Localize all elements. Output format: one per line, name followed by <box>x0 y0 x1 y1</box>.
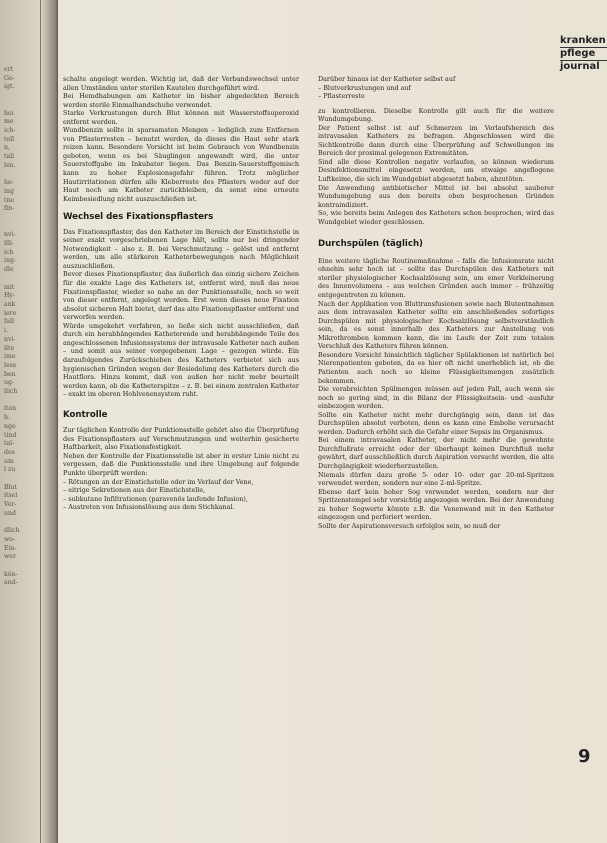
list-item: – Austreten von Infusionslösung aus dem Stichkanal. <box>63 503 235 512</box>
margin-fragment <box>4 92 38 101</box>
logo-line-3: journal <box>560 61 600 72</box>
margin-fragment: and- <box>4 579 18 587</box>
paragraph: Wundbenzin sollte in sparsamsten Mengen – lediglich zum Entfernen von Pflasterresten – benutzt werden, da dieses die Haut sehr stark reizen kann. Besondere Vorsicht ist beim Gebrauch von Wundbenzin geboten, wenn es bei Säuglingen angewandt wird, die unter Sauerstoffgabe im Inkubator liegen. Das Benzin-Sauerstoffgemisch kann zu hoher Explosionsgefahr führen. Trotz möglicher Hautirritationen dürfen alle Kleberreste des Pflasters weder auf der Haut noch am Katheter zurückbleiben, da sonst eine erneute Keimbesiedlung nicht auszuschließen ist. <box>63 126 299 203</box>
list-item: – eitrige Sekretionen aus der Einstichstelle, <box>63 486 206 495</box>
margin-fragment <box>4 275 38 284</box>
paragraph: Eine weitere tägliche Routinemaßnahme – falls die Infusionsrate nicht ohnehin sehr hoch ist – sollte das Durchspülen des Katheters mit steriler physiologischer Kochsalzlösung sein, um einer Verkleinerung des Innenvolumens – aus welchen Gründen auch immer – frühzeitig entgegentreten zu können. <box>318 256 554 300</box>
paragraph: Darüber hinaus ist der Katheter selbst auf <box>318 75 456 83</box>
paragraph: Sollte der Aspirationsversuch erfolglos sein, so muß der <box>318 521 501 530</box>
margin-fragment: um <box>4 457 14 465</box>
margin-fragment: me <box>4 118 14 126</box>
margin-fragment <box>4 223 38 232</box>
paragraph: Sind alle diese Kontrollen negativ verlaufen, so können wiederum Desinfektionsmittel eingesetzt werden, um etwaige angeflogene Luftkeime, die sich im Wundgebiet abgesetzt haben, abzutöten. <box>318 157 554 184</box>
margin-fragment: mit <box>4 283 15 291</box>
margin-fragment: tal- <box>4 440 15 448</box>
paragraph: Zur täglichen Kontrolle der Punktionsstelle gehört also die Überprüfung des Fixationspflasters auf Verschmutzungen und weiterhin gesicherte Haftbarkeit, also Fixationsfestigkeit. <box>63 426 299 452</box>
margin-fragment: lese <box>4 361 17 369</box>
margin-fragment: n, <box>4 144 10 152</box>
paragraph: Neben der Kontrolle der Fixationsstelle ist aber in erster Linie nicht zu vergessen, daß die Punktionsstelle und ihre Umgebung auf folgende Punkte überprüft werden: <box>63 451 299 477</box>
margin-fragment: nge <box>4 422 16 430</box>
margin-fragment: h. <box>4 414 10 422</box>
previous-page-margin-text <box>4 66 38 588</box>
margin-fragment: fin- <box>4 205 15 213</box>
margin-fragment: ich <box>4 248 14 256</box>
heading-wechsel: Wechsel des Fixationspflasters <box>63 212 214 223</box>
margin-fragment: itsel <box>4 492 18 500</box>
paragraph: schalte angelegt werden. Wichtig ist, daß der Verbandswechsel unter allen Umständen unter sterilen Kautelen durchgeführt wird. <box>63 75 299 92</box>
paragraph: Die Anwendung antibiotischer Mittel ist bei absolut sauberer Wundumgebung aus den bereits oben besprochenen Gründen kontraindiziert. <box>318 183 554 209</box>
margin-fragment: ank <box>4 300 16 308</box>
heading-durchspuelen: Durchspülen (täglich) <box>318 239 423 250</box>
margin-fragment: l zu <box>4 466 16 474</box>
margin-fragment: ing <box>4 187 14 195</box>
margin-fragment: dle <box>4 266 14 274</box>
margin-fragment <box>4 475 38 484</box>
margin-fragment: igt. <box>4 83 15 91</box>
margin-fragment: ich- <box>4 126 16 134</box>
paragraph: Ebenso darf kein hoher Sog verwendet werden, sondern nur der Spritzenstempel sehr vorsichtig angezogen werden. Bei der Anwendung zu hoher Sogwerte könnte z.B. die Venenwand mit in den Katheter eingezogen und perforiert werden. <box>318 487 554 522</box>
margin-fragment: i. <box>4 327 8 335</box>
margin-fragment: Ver- <box>4 501 17 509</box>
logo-line-2: pflege <box>560 48 596 59</box>
margin-fragment: nvi- <box>4 335 16 343</box>
check-list <box>318 84 554 101</box>
margin-fragment: fall <box>4 318 14 326</box>
paragraph: Niemals dürfen dazu große 5- oder 10- oder gar 20-ml-Spritzen verwendet werden, sondern nur eine 2-ml-Spritze. <box>318 470 554 488</box>
margin-fragment: he- <box>4 179 14 187</box>
margin-fragment <box>4 562 38 571</box>
margin-fragment: Blut <box>4 483 17 491</box>
margin-fragment: wer <box>4 553 16 561</box>
paragraph: So, wie bereits beim Anlegen des Katheters schon besprochen, wird das Wundgebiet wieder geschlossen. <box>318 209 554 226</box>
margin-fragment: Ein- <box>4 544 17 552</box>
margin-fragment: ert <box>4 66 14 73</box>
margin-fragment <box>4 397 38 406</box>
margin-fragment: lere <box>4 309 17 317</box>
margin-fragment: des <box>4 448 15 456</box>
margin-fragment: ing- <box>4 257 17 265</box>
margin-fragment <box>4 214 38 223</box>
margin-fragment <box>4 101 38 110</box>
paragraph: Der Patient selbst ist auf Schmerzen im Verlaufsbereich des intravasalen Katheters zu befragen. Abgeschlossen wird die Sichtkontrolle dann durch eine Überprüfung auf Schwellungen im Bereich der proximal gelegenen Extremitäten. <box>318 123 554 158</box>
margin-fragment <box>4 519 38 528</box>
paragraph: Bei Hemdhabungen am Katheter im bisher abgedeckten Bereich werden sterile Einmalhandschuhe verwendet. <box>63 92 299 109</box>
margin-fragment: ime <box>4 353 16 361</box>
paragraph: Würde umgekehrt verfahren, so ließe sich nicht ausschließen, daß durch ein herabhängendes Katheterende und herabhängende Teile des angeschlossenen Infusionssystems der intravasale Katheter nach außen – und somit aus seiner vorgegebenen Lage – gezogen würde. Ein daraufolgendes Zurückschieben des Katheters verbietet sich aus hygienischen Gründen wegen der Besiedelung des Katheters durch die Hautflora. Hinzu kommt, daß von außen her nicht mehr beurteilt werden kann, ob die Katheterspitze – z. B. bei einem zentralen Katheter – exakt im oberen Hohlvenensystem ruht. <box>63 321 299 399</box>
gutter-divider <box>40 0 41 843</box>
margin-fragment: tali <box>4 153 15 161</box>
margin-fragment: llich <box>4 388 18 396</box>
check-list <box>63 478 299 512</box>
margin-fragment: len. <box>4 161 16 169</box>
margin-fragment: ben <box>4 370 16 378</box>
margin-fragment: ilte <box>4 344 15 352</box>
list-item: – subkutane Infiltrationen (paravenös laufende Infusion), <box>63 494 248 503</box>
list-item: – Pflasterreste <box>318 92 365 101</box>
margin-fragment: illi- <box>4 240 15 248</box>
margin-fragment: tell <box>4 135 15 143</box>
list-item: – Blutverkrustungen und auf <box>318 83 411 92</box>
margin-fragment: dlich <box>4 527 20 535</box>
paragraph: Das Fixationspflaster, das den Katheter im Bereich der Einstichstelle in seiner exakt vorgeschriebenen Lage hält, sollte nur bei dringender Notwendigkeit – also z. B. bei Verschmutzung – gelöst und entfernt werden, um alle stärkeren Katheterbewegungen nach Möglichkeit auszuschließen. <box>63 227 299 270</box>
margin-fragment: kön- <box>4 570 18 578</box>
paragraph: zu kontrollieren. Dieselbe Kontrolle gilt auch für die weitere Wundumgebung. <box>318 106 554 124</box>
right-column <box>318 75 554 530</box>
paragraph: Die verabreichten Spülmengen müssen auf jeden Fall, auch wenn sie noch so gering sind, in die Bilanz der Flüssigkeitsein- und -ausfuhr einbezogen werden. <box>318 385 554 411</box>
margin-fragment: wo- <box>4 535 16 543</box>
paragraph: Besondere Vorsicht hinsichtlich täglicher Spülaktionen ist natürlich bei Nierenpatienten geboten, da es hier oft nicht unerheblich ist, ob die Patienten auch noch so kleine Flüssigkeitsmengen zusätzlich bekommen. <box>318 350 554 385</box>
paragraph: Bevor dieses Fixationspflaster, das äußerlich das einzig sichere Zeichen für die exakte Lage des Katheters ist, entfernt wird, muß das neue Fixationspflaster, wieder so nahe an der Punktionsstelle, noch so weit von dieser entfernt, angelegt werden. Erst wenn dieses neue Fixation absolut sicheren Halt bietet, darf das alte Fixationspflaster entfernt und verworfen werden. <box>63 270 299 322</box>
margin-fragment <box>4 170 38 179</box>
margin-fragment: ug- <box>4 379 15 387</box>
paragraph: Bei einem intravasalen Katheter, der nicht mehr die gewohnte Durchflußrate erreicht oder der überhaupt keinen Durchfluß mehr gewährt, darf ausschließlich durch Aspiration versucht werden, die alte Durchgängigkeit wiederherzustellen. <box>318 436 554 470</box>
margin-fragment: Ge- <box>4 74 15 82</box>
margin-fragment: und <box>4 509 16 517</box>
margin-fragment: nvi- <box>4 231 16 239</box>
margin-fragment: tne <box>4 196 15 204</box>
list-item: – Rötungen an der Einstichstelle oder im Verlauf der Vene, <box>63 477 254 486</box>
page-number: 9 <box>578 746 591 767</box>
paragraph: Starke Verkrustungen durch Blut können mit Wasserstoffsuperoxid entfernt werden. <box>63 109 299 126</box>
journal-logo <box>560 36 607 72</box>
margin-fragment: hei <box>4 109 14 117</box>
paragraph: Sollte ein Katheter nicht mehr durchgängig sein, dann ist das Durchspülen absolut verboten, denn es kann eine Embolie verursacht werden. Dadurch erhöht sich die Gefahr einer Sepsis im Organismus. <box>318 410 554 436</box>
margin-fragment: iten <box>4 405 17 413</box>
logo-line-1: kranken <box>560 35 606 46</box>
heading-kontrolle: Kontrolle <box>63 409 108 420</box>
paragraph: Nach der Applikation von Bluttransfusionen sowie nach Blutentnahmen aus dem intravasalen Katheter sollte ein anschließendes sofortiges Durchspülen mit physiologischer Kochsalzlösung selbstverständlich sein, da es sonst innerhalb des Katheters zur Anstellung von Mikrothromben kommen kann, die im Laufe der Zeit zum totalen Verschluß des Katheters führen können. <box>318 299 554 351</box>
margin-fragment: tind <box>4 431 17 439</box>
margin-fragment: Hy- <box>4 292 15 300</box>
left-column <box>63 75 299 512</box>
